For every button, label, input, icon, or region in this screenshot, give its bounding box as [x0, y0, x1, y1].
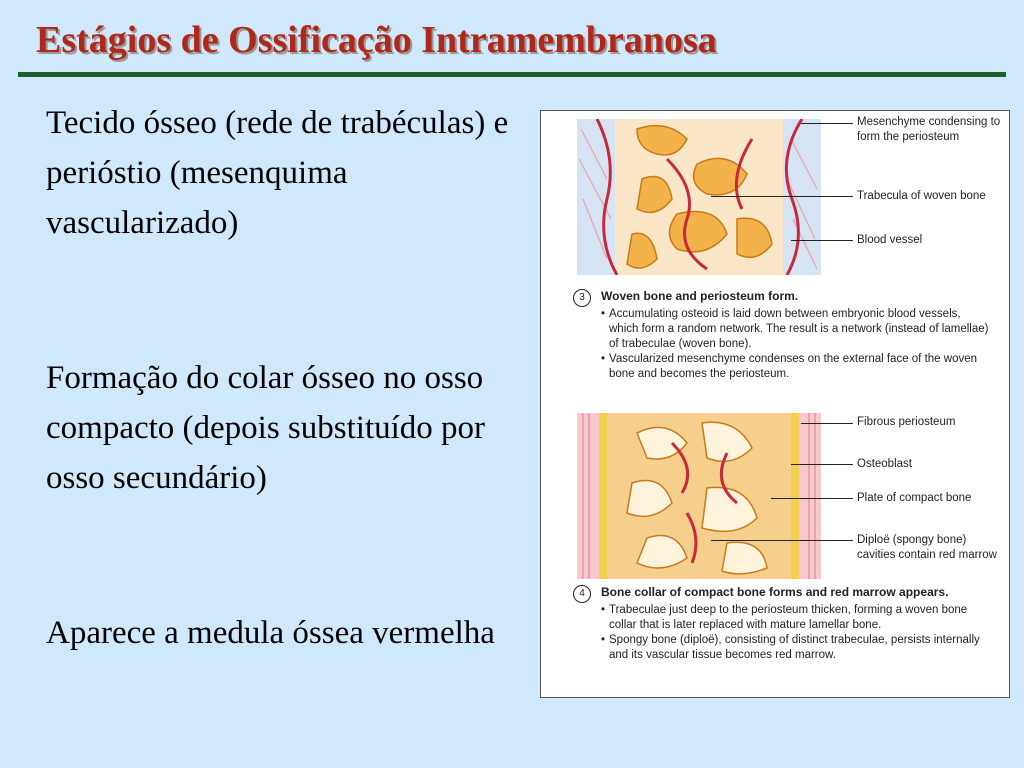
paragraph-bone-collar: Formação do colar ósseo no osso compacto (depois substituído por osso secundário): [46, 360, 486, 496]
label-leader-line: [791, 240, 853, 241]
title-divider: [18, 72, 1006, 77]
ossification-figure: [540, 110, 1010, 698]
label-leader-line: [711, 196, 853, 197]
label-compact-bone: Plate of compact bone: [857, 492, 972, 504]
bone-collar-illustration: [577, 413, 821, 579]
slide-title: Estágios de Ossificação Intramembranosa: [36, 19, 717, 61]
step-4-title: Bone collar of compact bone forms and red marrow appears.: [601, 585, 949, 599]
label-leader-line: [771, 498, 853, 499]
label-leader-line: [791, 464, 853, 465]
label-leader-line: [711, 540, 853, 541]
step-4-bullet: • Trabeculae just deep to the periosteum thicken, forming a woven bone collar that is later replaced with mature lamellar bone.: [601, 603, 993, 633]
step-4-caption: [573, 585, 993, 663]
label-blood-vessel: Blood vessel: [857, 234, 923, 246]
step-3-bullet: • Vascularized mesenchyme condenses on the external face of the woven bone and becomes the periosteum.: [601, 352, 993, 382]
woven-bone-illustration: [577, 119, 821, 275]
label-diploe: Diploë (spongy bone) cavities contain red marrow: [857, 534, 997, 561]
step-3-bullet: • Accumulating osteoid is laid down between embryonic blood vessels, which form a random network. The result is a network (instead of lamellae) of trabeculae (woven bone).: [601, 307, 993, 352]
paragraph-woven-bone: Tecido ósseo (rede de trabéculas) e perióstio (mesenquima vascularizado): [46, 105, 509, 241]
label-trabecula: Trabecula of woven bone: [857, 190, 986, 202]
label-leader-line: [801, 423, 853, 424]
label-fibrous-periosteum: Fibrous periosteum: [857, 416, 956, 428]
step-3-title: Woven bone and periosteum form.: [601, 289, 799, 303]
paragraph-red-marrow: Aparece a medula óssea vermelha: [46, 615, 495, 651]
step-4-number: 4: [573, 585, 591, 603]
step-3-caption: [573, 289, 993, 382]
label-leader-line: [801, 123, 853, 124]
label-mesenchyme: Mesenchyme condensing to form the periosteum: [857, 116, 1001, 143]
label-osteoblast: Osteoblast: [857, 458, 912, 470]
step-3-number: 3: [573, 289, 591, 307]
step-4-bullet: • Spongy bone (diploë), consisting of distinct trabeculae, persists internally and its vascular tissue becomes red marrow.: [601, 633, 993, 663]
